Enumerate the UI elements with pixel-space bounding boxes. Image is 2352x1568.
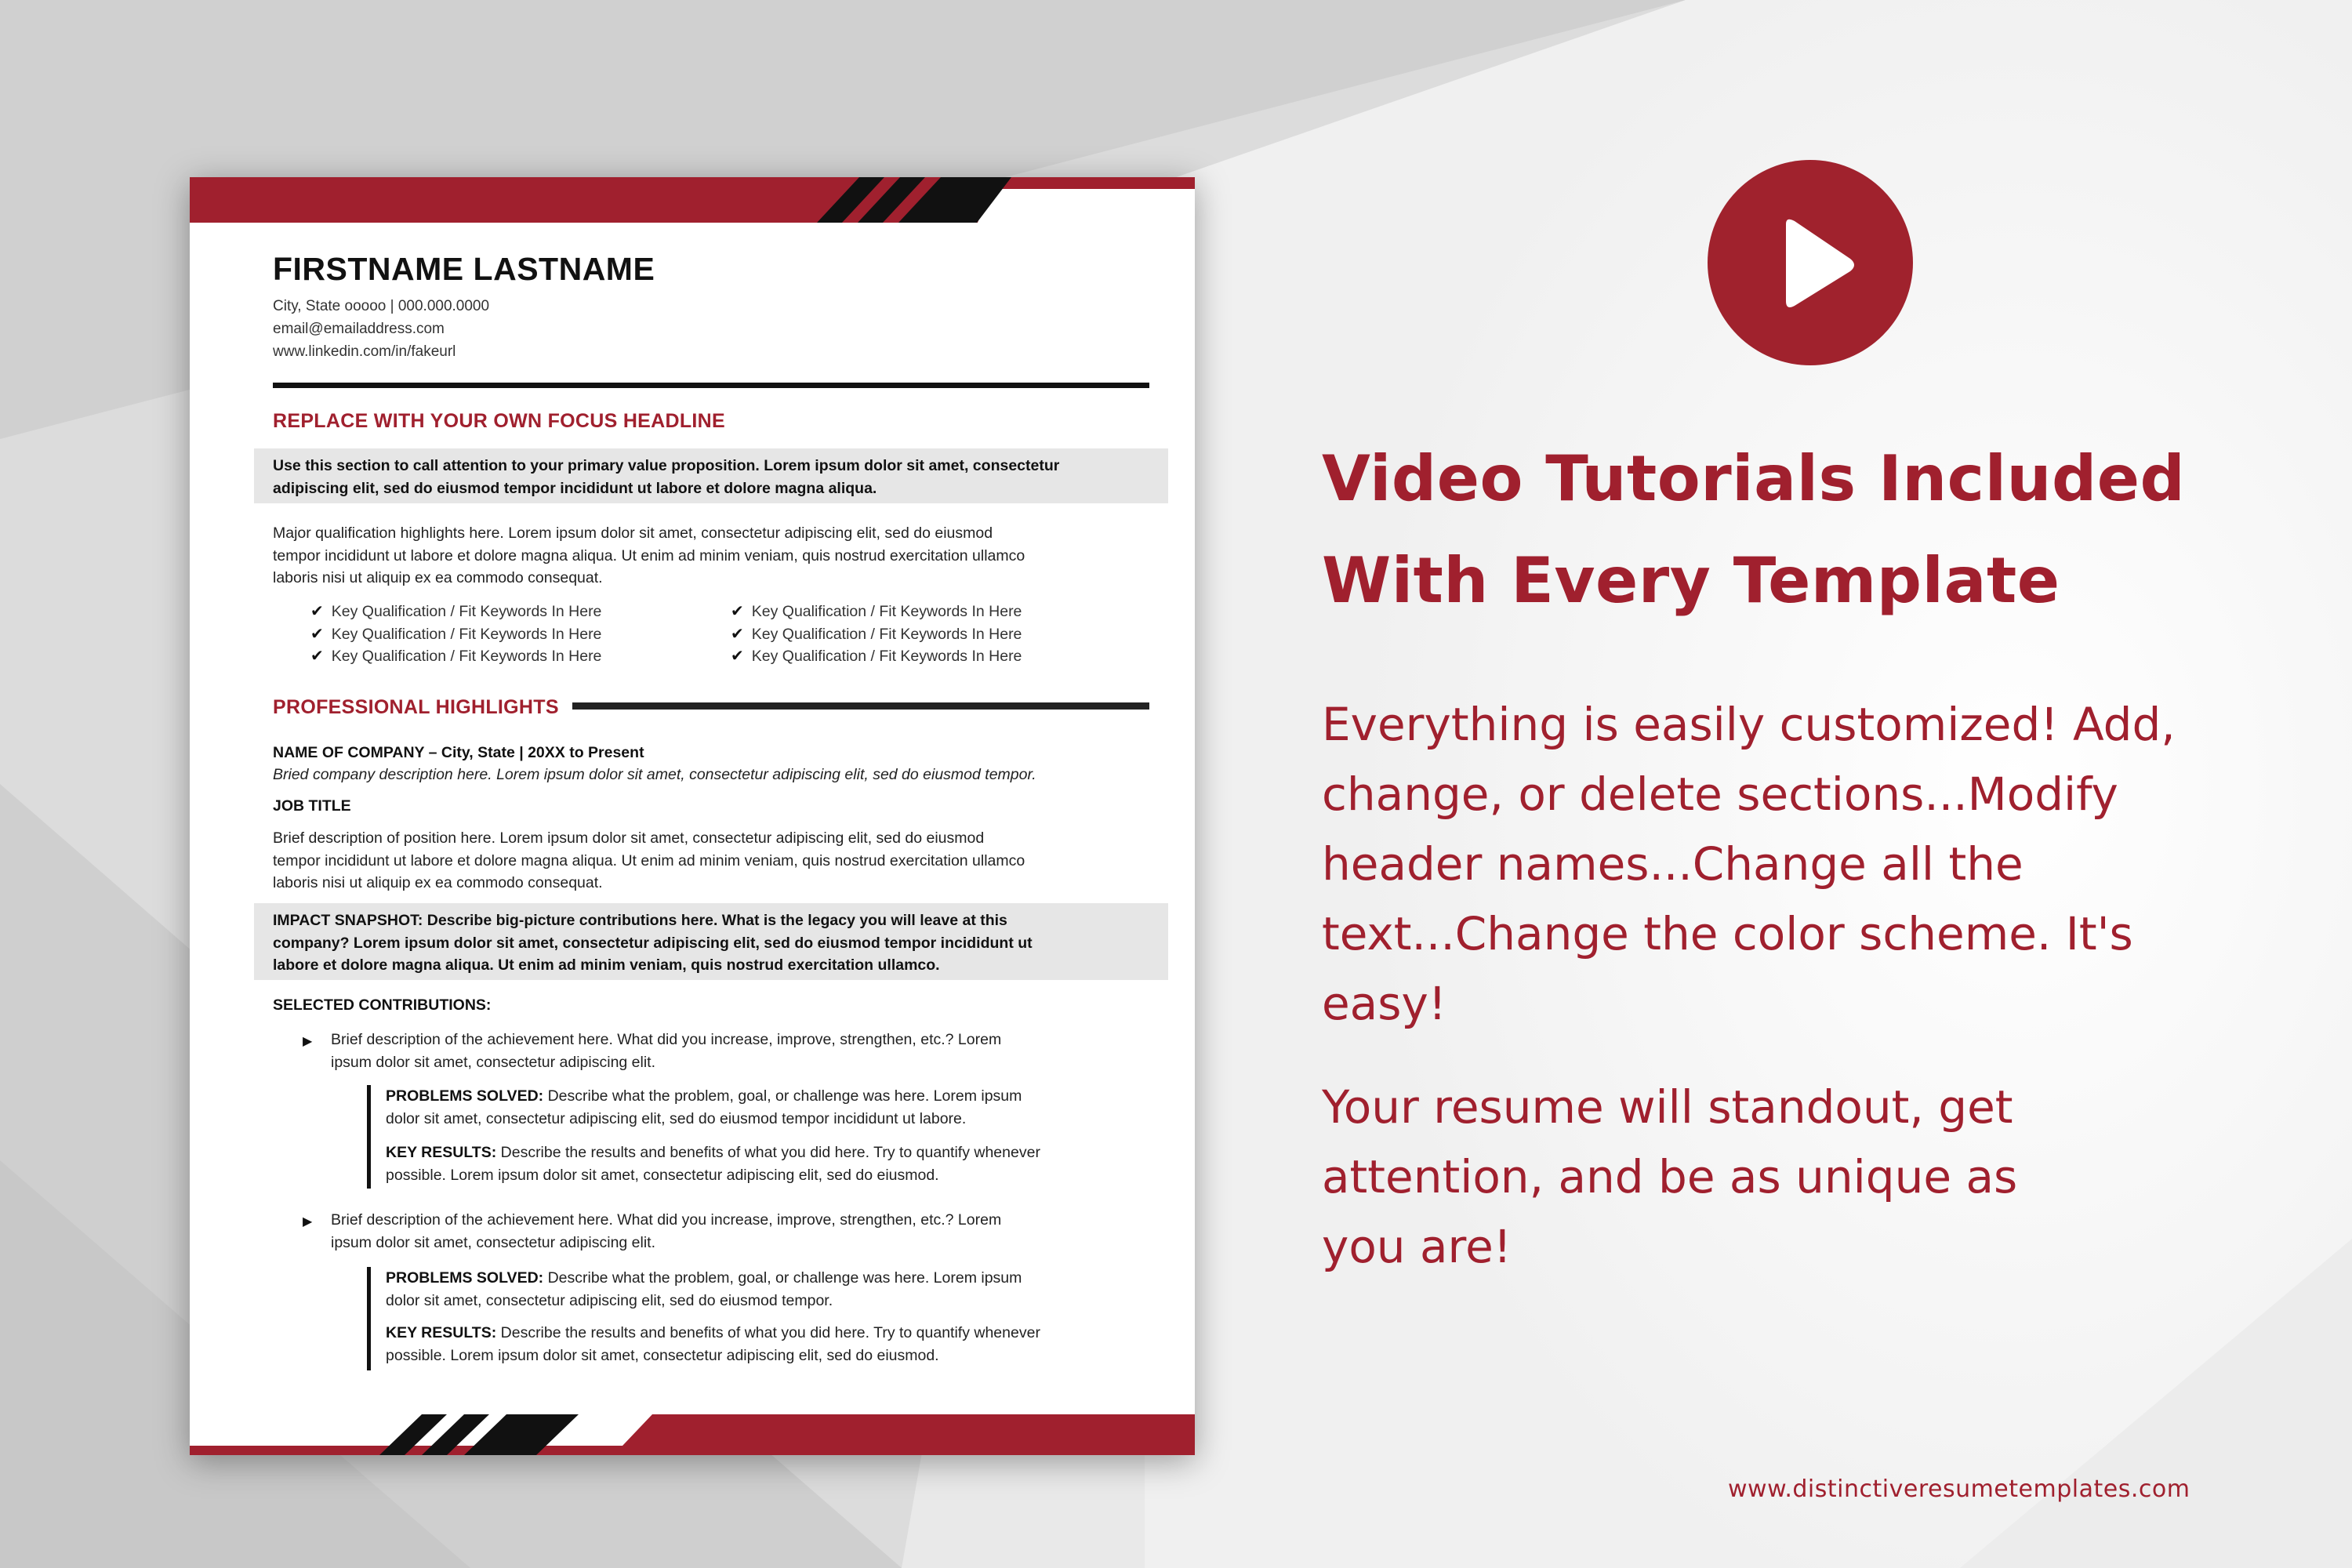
achievement-text: Brief description of the achievement here. What did you increase, improve, strengthen, etc.? Lorem ipsum dolor sit amet, consectetur adipiscing elit. <box>331 1031 1002 1071</box>
list-item: ✔ Key Qualification / Fit Keywords In Here <box>310 625 602 643</box>
focus-headline: REPLACE WITH YOUR OWN FOCUS HEADLINE <box>273 410 726 432</box>
check-icon: ✔ <box>310 603 324 620</box>
contact-line: www.linkedin.com/in/fakeurl <box>273 343 456 360</box>
promo-paragraph-2: Your resume will standout, get attention, and be as unique as you are! <box>1322 1080 2018 1273</box>
resume-contact <box>273 295 489 363</box>
promo-title: Video Tutorials Included With Every Template <box>1322 442 2186 617</box>
play-icon <box>1708 160 1913 365</box>
promo-paragraph-1: Everything is easily customized! Add, change, or delete sections...Modify header names...Change all the text...Change the color scheme. It's easy! <box>1322 698 2176 1030</box>
check-icon: ✔ <box>310 625 324 643</box>
triangle-bullet-icon: ▶ <box>303 1035 313 1048</box>
company-description: Bried company description here. Lorem ipsum dolor sit amet, consectetur adipiscing elit, sed do eiusmod tempor. <box>273 766 1036 783</box>
highlights-rule <box>572 702 1149 710</box>
impact-text: IMPACT SNAPSHOT: Describe big-picture contributions here. What is the legacy you will leave at this company? Lorem ipsum dolor sit amet, consectetur adipiscing elit, sed do eiusmod tempor incididunt ut labore et dolore magna aliqua. Ut enim ad minim veniam, quis nostrud exercitation ullamco. <box>273 912 1033 974</box>
problems-solved: PROBLEMS SOLVED: Describe what the problem, goal, or challenge was here. Lorem ipsum dolor sit amet, consectetur adipiscing elit, sed do eiusmod tempor incididunt ut labore. <box>386 1087 1022 1127</box>
triangle-bullet-icon: ▶ <box>303 1215 313 1229</box>
list-item: ✔ Key Qualification / Fit Keywords In Here <box>310 648 602 665</box>
check-icon: ✔ <box>731 648 744 665</box>
problems-solved: PROBLEMS SOLVED: Describe what the problem, goal, or challenge was here. Lorem ipsum dolor sit amet, consectetur adipiscing elit, sed do eiusmod tempor. <box>386 1269 1022 1309</box>
contact-line: email@emailaddress.com <box>273 321 445 337</box>
qualification-list-left <box>310 601 601 668</box>
check-icon: ✔ <box>310 648 324 665</box>
resume-preview <box>190 177 1195 1455</box>
contributions-heading: SELECTED CONTRIBUTIONS: <box>273 996 492 1014</box>
job-title: JOB TITLE <box>273 797 351 815</box>
job-description: Brief description of position here. Lorem ipsum dolor sit amet, consectetur adipiscing elit, sed do eiusmod tempor incididunt ut labore et dolore magna aliqua. Ut enim ad minim veniam, quis nostrud exercitation ullamco laboris nisi ut aliquip ex ea commodo consequat. <box>273 829 1025 891</box>
header-rule <box>273 383 1149 388</box>
list-item: ✔ Key Qualification / Fit Keywords In Here <box>310 603 602 620</box>
list-item: ✔ Key Qualification / Fit Keywords In Here <box>731 603 1022 620</box>
qualification-paragraph: Major qualification highlights here. Lorem ipsum dolor sit amet, consectetur adipiscing elit, sed do eiusmod tempor incididunt ut labore et dolore magna aliqua. Ut enim ad minim veniam, quis nostrud exercitation ullamco laboris nisi ut aliquip ex ea commodo consequat. <box>273 524 1025 586</box>
website-url[interactable]: www.distinctiveresumetemplates.com <box>1728 1475 2190 1503</box>
qualification-list-right <box>731 601 1022 668</box>
highlights-heading: PROFESSIONAL HIGHLIGHTS <box>273 696 559 718</box>
detail-bar <box>367 1267 371 1370</box>
contact-line: City, State ooooo | 000.000.0000 <box>273 298 490 314</box>
play-button[interactable] <box>1708 160 1913 365</box>
achievement-text: Brief description of the achievement here. What did you increase, improve, strengthen, etc.? Lorem ipsum dolor sit amet, consectetur adipiscing elit. <box>331 1211 1002 1251</box>
company-line: NAME OF COMPANY – City, State | 20XX to Present <box>273 744 644 761</box>
list-item: ✔ Key Qualification / Fit Keywords In Here <box>731 625 1022 643</box>
list-item: ✔ Key Qualification / Fit Keywords In Here <box>731 648 1022 665</box>
resume-name: FIRSTNAME LASTNAME <box>273 251 655 287</box>
check-icon: ✔ <box>731 603 744 620</box>
value-prop-text: Use this section to call attention to your primary value proposition. Lorem ipsum dolor sit amet, consectetur adipiscing elit, sed do eiusmod tempor incididunt ut labore et dolore magna aliqua. <box>273 457 1060 497</box>
detail-bar <box>367 1085 371 1189</box>
check-icon: ✔ <box>731 625 744 643</box>
key-results: KEY RESULTS: Describe the results and benefits of what you did here. Try to quantify whenever possible. Lorem ipsum dolor sit amet, consectetur adipiscing elit, sed do eiusmod. <box>386 1324 1040 1364</box>
key-results: KEY RESULTS: Describe the results and benefits of what you did here. Try to quantify whenever possible. Lorem ipsum dolor sit amet, consectetur adipiscing elit, sed do eiusmod. <box>386 1144 1040 1184</box>
